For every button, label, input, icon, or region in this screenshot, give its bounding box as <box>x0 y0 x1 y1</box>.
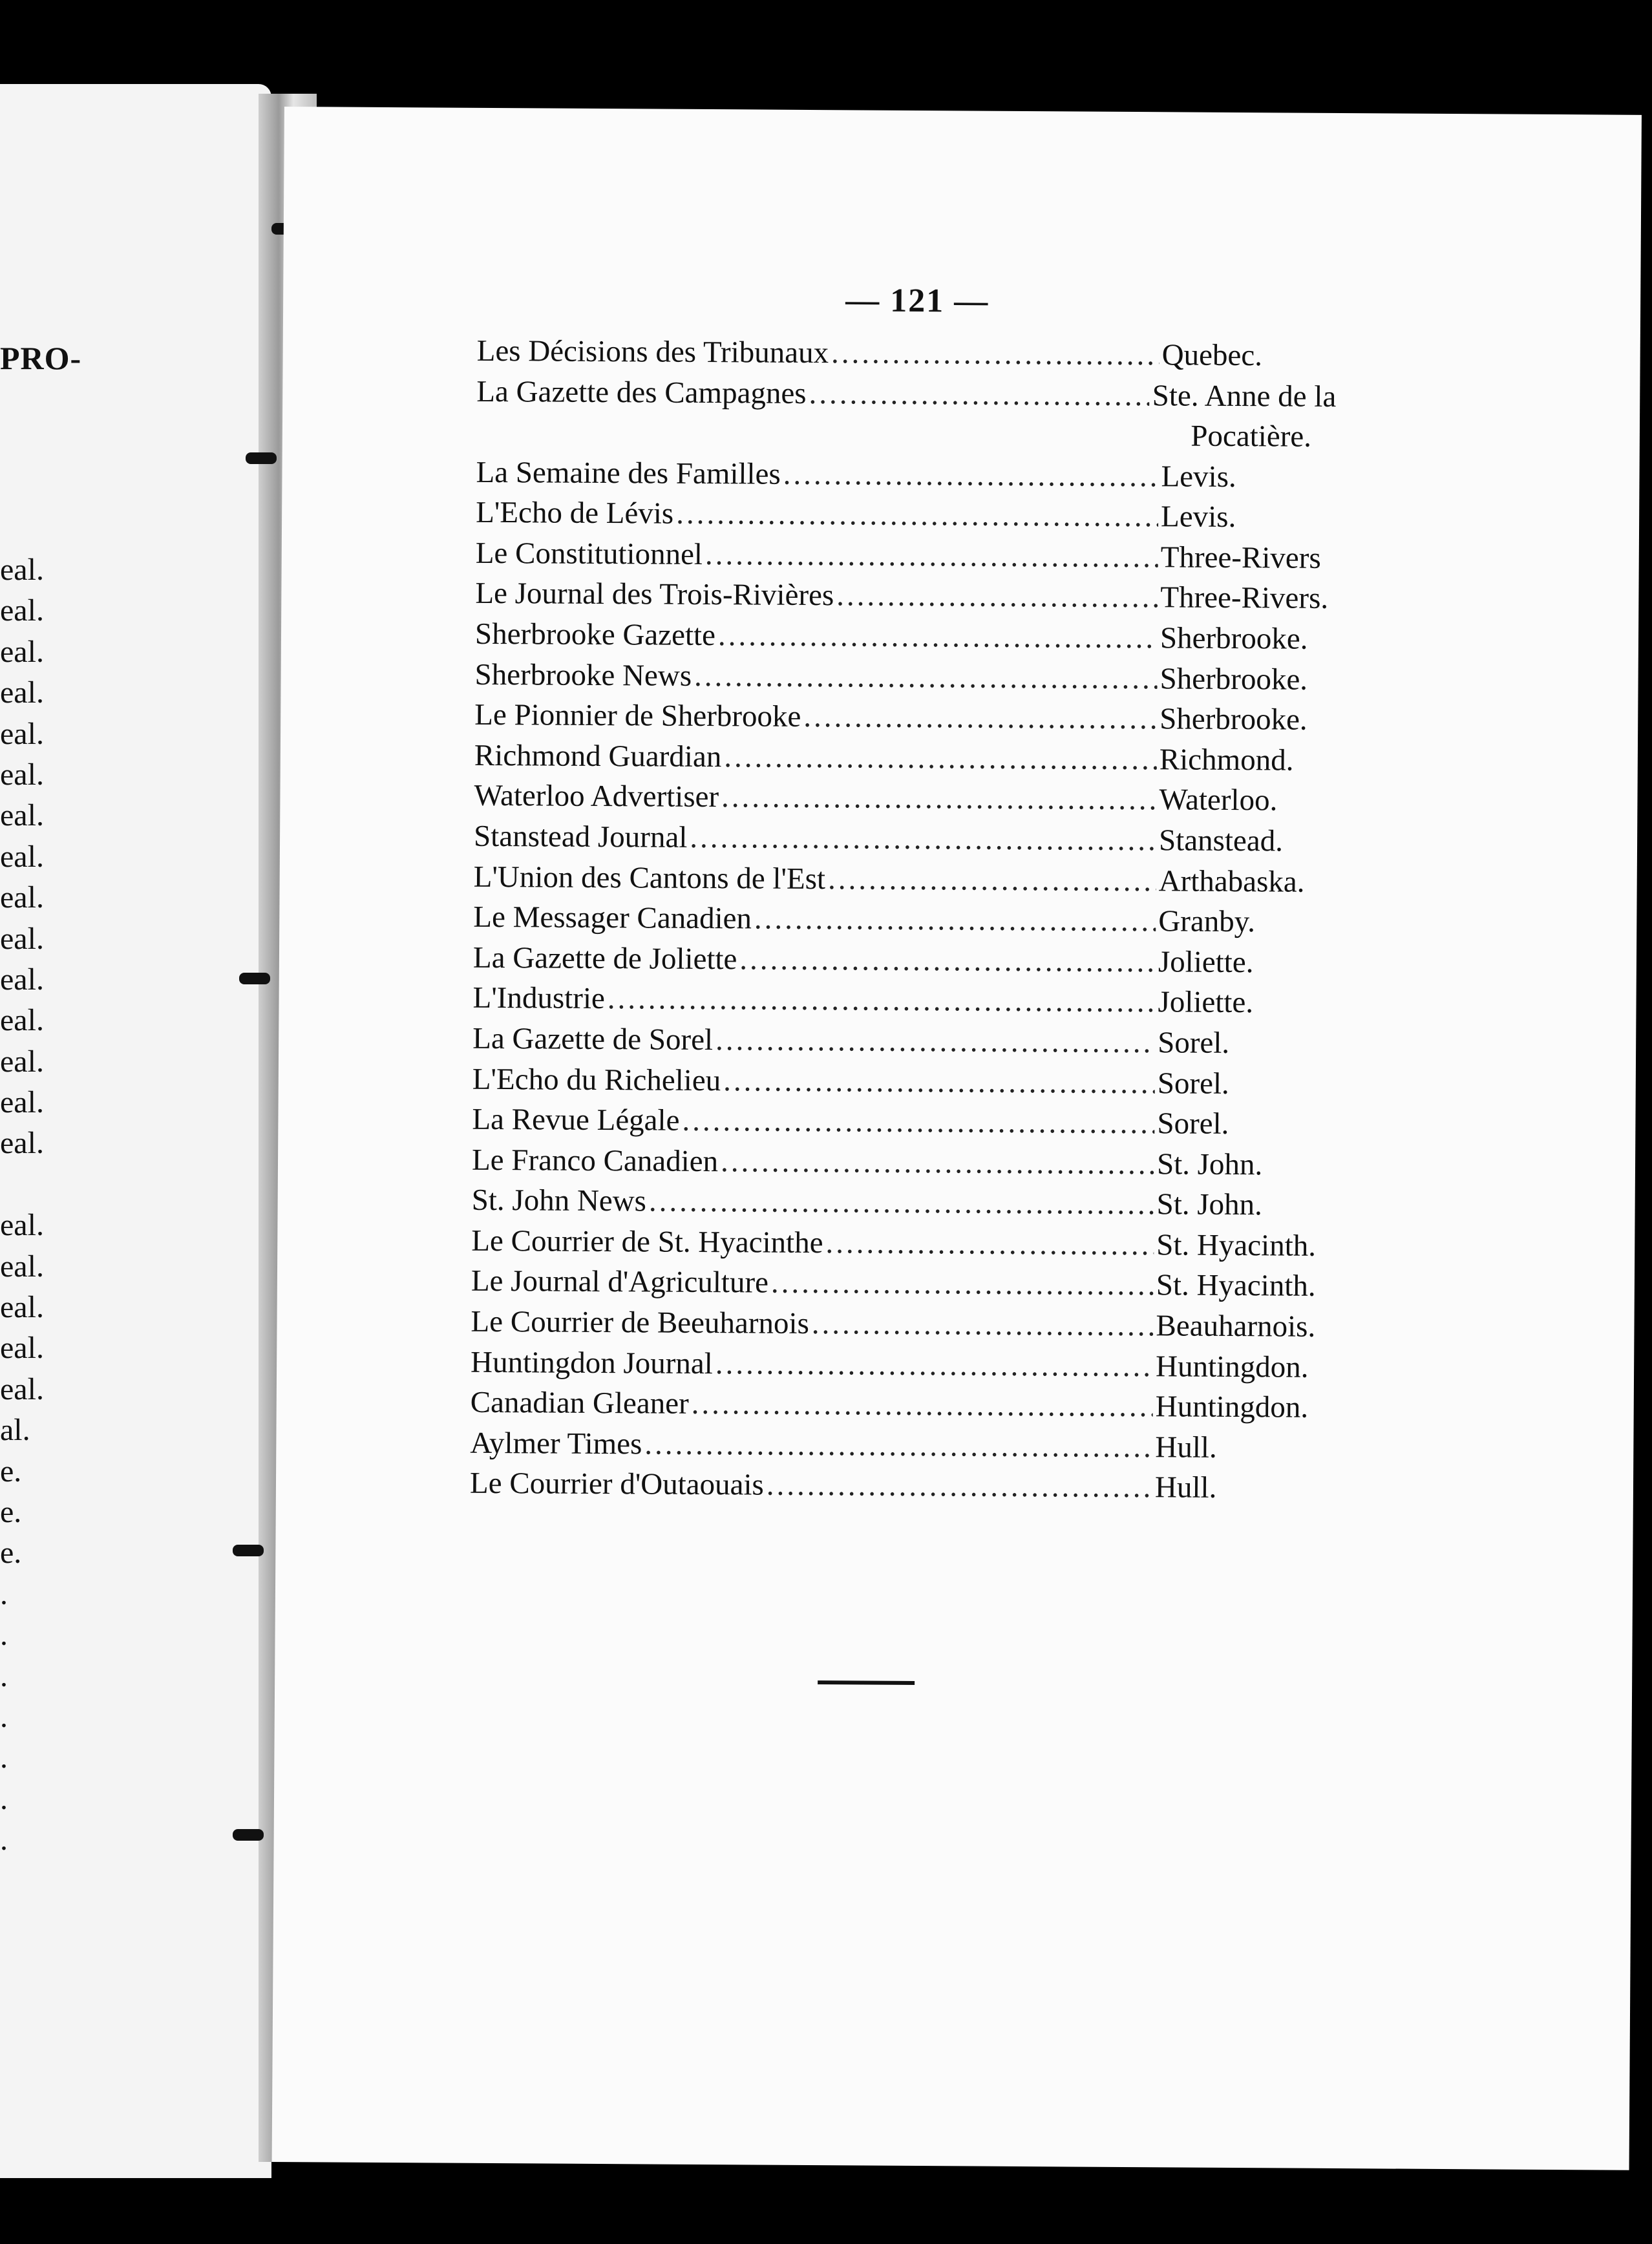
left-page-line-fragment: eal. <box>0 1371 44 1406</box>
left-page-heading-fragment: PRO- <box>0 340 82 376</box>
newspaper-place <box>1160 739 1334 781</box>
left-page-line-fragment: . <box>0 1618 8 1653</box>
dot-leader <box>721 1141 1154 1184</box>
left-page-line-fragment: e. <box>0 1494 22 1529</box>
newspaper-name: Le Courrier de Beeuharnois <box>471 1304 810 1341</box>
dot-leader <box>718 615 1158 658</box>
left-page-line-fragment: eal. <box>0 716 44 751</box>
left-page-line-fragments <box>0 549 44 1861</box>
left-page-line-fragment: eal. <box>0 1003 44 1038</box>
dot-leader <box>836 576 1158 618</box>
binding-stitch <box>246 452 277 464</box>
newspaper-place <box>1161 335 1336 376</box>
newspaper-entry <box>476 492 1335 538</box>
newspaper-entry <box>473 938 1333 984</box>
newspaper-list <box>470 331 1337 1509</box>
place-line: Quebec. <box>1161 338 1263 373</box>
newspaper-entry <box>474 776 1333 821</box>
newspaper-place <box>1156 1265 1331 1307</box>
newspaper-name: Le Constitutionnel <box>475 536 703 571</box>
newspaper-name: L'Echo du Richelieu <box>472 1062 721 1097</box>
newspaper-name: Le Franco Canadien <box>471 1143 719 1178</box>
place-line: Joliette. <box>1158 945 1254 979</box>
dot-leader <box>715 1344 1154 1386</box>
newspaper-entry <box>472 1019 1332 1064</box>
left-page-line-fragment: e. <box>0 1454 22 1488</box>
dot-leader <box>831 333 1160 375</box>
newspaper-place <box>1161 456 1335 498</box>
newspaper-name: Richmond Guardian <box>474 738 722 774</box>
dot-leader <box>809 374 1150 416</box>
newspaper-place <box>1156 1346 1330 1388</box>
newspaper-entry <box>477 331 1337 377</box>
newspaper-place <box>1160 578 1335 619</box>
newspaper-name: Le Messager Canadien <box>473 900 752 936</box>
newspaper-place <box>1157 1103 1331 1145</box>
left-page-line-fragment: eal. <box>0 798 44 833</box>
closing-rule <box>818 1680 915 1685</box>
newspaper-name: L'Echo de Lévis <box>476 496 674 531</box>
newspaper-place <box>1158 1063 1332 1105</box>
newspaper-place <box>1158 982 1332 1024</box>
place-line: Huntingdon. <box>1155 1390 1309 1424</box>
newspaper-name: L'Industrie <box>472 981 605 1016</box>
binding-stitch <box>233 1829 264 1841</box>
dot-leader <box>705 535 1158 577</box>
dot-leader <box>690 818 1156 860</box>
newspaper-place <box>1160 618 1335 659</box>
newspaper-name: Huntingdon Journal <box>470 1345 713 1381</box>
left-page-line-fragment: eal. <box>0 1208 44 1243</box>
newspaper-name: St. John News <box>471 1183 647 1218</box>
left-page-line-fragment: eal. <box>0 880 44 915</box>
newspaper-name: La Revue Légale <box>472 1102 680 1138</box>
place-line: Joliette. <box>1158 985 1254 1020</box>
dot-leader <box>721 777 1157 820</box>
newspaper-entry <box>475 573 1335 619</box>
place-line: Levis. <box>1160 500 1236 535</box>
newspaper-place <box>1157 1144 1331 1185</box>
newspaper-entry <box>476 533 1335 579</box>
left-page-line-fragment: eal. <box>0 962 44 997</box>
newspaper-name: Waterloo Advertiser <box>474 779 719 814</box>
newspaper-place <box>1155 1468 1329 1509</box>
newspaper-name: Le Journal des Trois-Rivières <box>475 577 834 613</box>
newspaper-place <box>1156 1225 1331 1266</box>
newspaper-place <box>1156 1185 1331 1226</box>
binding-stitch <box>233 1545 264 1556</box>
newspaper-entry <box>471 1261 1331 1307</box>
dot-leader <box>682 1101 1154 1143</box>
newspaper-place <box>1159 780 1333 821</box>
newspaper-entry <box>474 736 1334 781</box>
newspaper-entry <box>472 1099 1331 1145</box>
place-line: Sorel. <box>1157 1066 1229 1101</box>
newspaper-name: Le Pionnier de Sherbrooke <box>474 697 801 734</box>
newspaper-place <box>1158 942 1333 983</box>
left-page-line-fragment: . <box>0 1823 8 1858</box>
newspaper-name: La Gazette des Campagnes <box>476 374 807 410</box>
newspaper-name: La Semaine des Familles <box>476 455 781 491</box>
place-line: Waterloo. <box>1159 783 1278 818</box>
left-page-line-fragment: eal. <box>0 757 44 792</box>
dot-leader <box>828 859 1156 901</box>
newspaper-entry <box>474 695 1334 741</box>
place-line: Huntingdon. <box>1155 1349 1309 1384</box>
newspaper-entry <box>472 978 1332 1024</box>
newspaper-name: La Gazette de Sorel <box>472 1021 714 1057</box>
newspaper-place <box>1158 1022 1332 1064</box>
newspaper-entry <box>471 1342 1330 1388</box>
newspaper-entry <box>471 1382 1330 1428</box>
left-page-line-fragment: eal. <box>0 1126 44 1161</box>
left-page-line-fragment: eal. <box>0 593 44 628</box>
newspaper-name: L'Union des Cantons de l'Est <box>473 860 826 896</box>
dot-leader <box>692 1384 1153 1426</box>
newspaper-name: Le Journal d'Agriculture <box>471 1264 769 1300</box>
place-line: Sherbrooke. <box>1160 702 1308 737</box>
place-line: Ste. Anne de la <box>1152 378 1337 414</box>
book-page <box>272 107 1642 2170</box>
left-page-line-fragment: eal. <box>0 1249 44 1284</box>
left-page-line-fragment: . <box>0 1576 8 1611</box>
newspaper-name: La Gazette de Joliette <box>472 940 737 977</box>
newspaper-entry <box>471 1302 1330 1348</box>
newspaper-entry <box>476 371 1337 457</box>
newspaper-entry <box>474 816 1333 862</box>
newspaper-entry <box>472 1139 1331 1185</box>
left-page-line-fragment: eal. <box>0 675 44 710</box>
left-page-line-fragment: . <box>0 1781 8 1816</box>
place-line: St. John. <box>1156 1187 1263 1222</box>
left-page-line-fragment: . <box>0 1741 8 1775</box>
place-line: Hull. <box>1154 1470 1217 1505</box>
newspaper-name: Le Courrier de St. Hyacinthe <box>471 1223 823 1260</box>
newspaper-place <box>1155 1427 1329 1468</box>
place-line: Richmond. <box>1159 743 1294 778</box>
newspaper-place <box>1159 861 1333 902</box>
place-line: St. Hyacinth. <box>1156 1268 1316 1304</box>
newspaper-entry <box>474 654 1334 700</box>
newspaper-entry <box>471 1221 1331 1267</box>
left-page-line-fragment: eal. <box>0 1044 44 1079</box>
dot-leader <box>608 979 1156 1022</box>
dot-leader <box>694 655 1158 698</box>
place-line: Three-Rivers <box>1160 540 1321 575</box>
place-line: Arthabaska. <box>1158 863 1305 899</box>
newspaper-entry <box>474 856 1333 902</box>
newspaper-name: Sherbrooke News <box>474 657 692 693</box>
newspaper-name: Sherbrooke Gazette <box>474 617 716 653</box>
newspaper-name: Aylmer Times <box>470 1426 642 1461</box>
newspaper-place <box>1156 1387 1330 1428</box>
dot-leader <box>783 454 1159 496</box>
dot-leader <box>767 1465 1153 1508</box>
dot-leader <box>723 1061 1155 1103</box>
left-page-line-fragment: eal. <box>0 1331 44 1366</box>
dot-leader <box>803 697 1157 739</box>
place-line: Granby. <box>1158 904 1256 939</box>
place-line: Beauharnois. <box>1156 1309 1316 1344</box>
newspaper-entry <box>470 1423 1329 1469</box>
dot-leader <box>739 939 1156 982</box>
newspaper-place <box>1161 537 1335 578</box>
place-line: St. Hyacinth. <box>1156 1228 1317 1263</box>
page-number: — 121 — <box>845 282 990 320</box>
newspaper-place <box>1161 496 1335 538</box>
newspaper-place <box>1158 901 1333 942</box>
dot-leader <box>771 1263 1154 1306</box>
newspaper-entry <box>472 1059 1332 1105</box>
left-page-line-fragment: eal. <box>0 839 44 874</box>
place-line: Three-Rivers. <box>1160 580 1329 616</box>
newspaper-name: Canadian Gleaner <box>470 1386 689 1421</box>
newspaper-entry <box>470 1463 1329 1509</box>
dot-leader <box>649 1181 1154 1225</box>
dot-leader <box>644 1424 1152 1467</box>
binding-stitch <box>239 973 270 984</box>
newspaper-name: Les Décisions des Tribunaux <box>476 333 829 370</box>
newspaper-name: Le Courrier d'Outaouais <box>469 1466 764 1503</box>
place-line: Sherbrooke. <box>1160 621 1308 656</box>
place-line: Levis. <box>1161 459 1236 494</box>
place-line: Sorel. <box>1158 1026 1230 1060</box>
newspaper-entry <box>473 897 1333 943</box>
dot-leader <box>825 1223 1154 1265</box>
dot-leader <box>812 1304 1154 1346</box>
newspaper-place <box>1152 376 1336 457</box>
left-page-line-fragment: e. <box>0 1536 22 1571</box>
left-facing-page <box>0 84 271 2178</box>
place-line: St. John. <box>1156 1147 1263 1181</box>
place-line: Sorel. <box>1157 1106 1229 1141</box>
newspaper-place <box>1159 820 1333 862</box>
newspaper-entry <box>471 1180 1331 1226</box>
newspaper-name: Stanstead Journal <box>473 819 688 854</box>
left-page-line-fragment: . <box>0 1658 8 1693</box>
place-line: Stanstead. <box>1158 823 1284 858</box>
dot-leader <box>754 899 1156 942</box>
left-page-line-fragment: al. <box>0 1413 30 1448</box>
place-line: Sherbrooke. <box>1160 661 1308 697</box>
left-page-line-fragment: eal. <box>0 1085 44 1120</box>
left-page-line-fragment: . <box>0 1699 8 1734</box>
newspaper-entry <box>476 452 1335 498</box>
newspaper-entry <box>475 614 1335 660</box>
left-page-line-fragment: eal. <box>0 553 44 587</box>
left-page-line-fragment: eal. <box>0 634 44 669</box>
place-line: Hull. <box>1155 1430 1217 1465</box>
left-page-line-fragment: eal. <box>0 1290 44 1325</box>
newspaper-place <box>1156 1306 1330 1347</box>
left-page-line-fragment <box>0 1164 44 1205</box>
dot-leader <box>715 1020 1155 1063</box>
place-line-continued: Pocatière. <box>1191 419 1312 454</box>
dot-leader <box>724 737 1157 779</box>
newspaper-place <box>1160 659 1334 700</box>
left-page-line-fragment: eal. <box>0 921 44 956</box>
dot-leader <box>676 494 1158 537</box>
newspaper-place <box>1160 699 1334 740</box>
